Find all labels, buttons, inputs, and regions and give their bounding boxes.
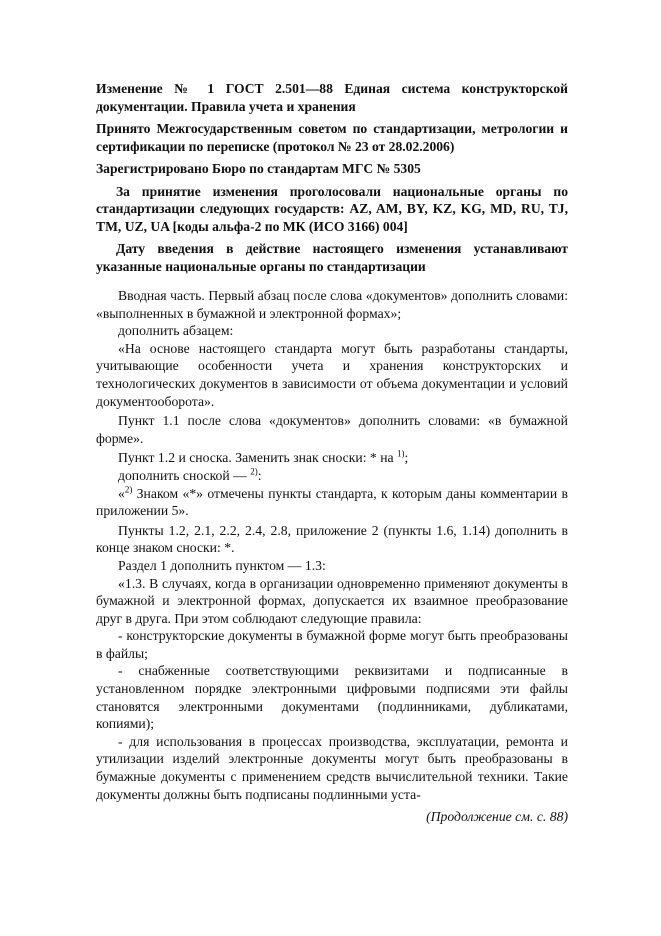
amendment-body: [96, 287, 568, 803]
amendment-title: Изменение № 1 ГОСТ 2.501—88 Единая система конструкторской документации. Правила учета и хранения: [96, 81, 568, 114]
paragraph-add-footnote: [96, 467, 568, 485]
list-item: - для использования в процессах производства, эксплуатации, ремонта и утилизации изделий электронные документы могут быть преобразованы в бумажные документы с применением средств вычислительной техники. Такие документы должны быть подписаны подлинными уста-: [96, 733, 568, 802]
footnote-mark: 2): [250, 466, 258, 477]
footnote-open-quote: «: [118, 485, 125, 501]
paragraph-section-1: Раздел 1 дополнить пунктом — 1.3:: [118, 557, 326, 573]
paragraph-add: дополнить абзацем:: [118, 323, 234, 339]
paragraph-item-1-1: Пункт 1.1 после слова «документов» дополнить словами: «в бумажной форме».: [96, 413, 568, 446]
continuation-note: (Продолжение см. с. 88): [426, 809, 568, 825]
adoption-statement: Принято Межгосударственным советом по стандартизации, метрологии и сертификации по переписке (протокол № 23 от 28.02.2006): [96, 121, 568, 154]
paragraph-add-footnote-text: дополнить сноской —: [118, 467, 251, 483]
paragraph-item-1-3: «1.3. В случаях, когда в организации одновременно применяют документы в бумажной и электронной формах, допускается их взаимное преобразование друг в друга. При этом соблюдают следующие правила:: [96, 575, 568, 626]
footnote-mark: 2): [124, 483, 133, 494]
amendment-header: [96, 80, 568, 275]
paragraph-footnote-text: [96, 485, 568, 520]
list-item: - конструкторские документы в бумажной форме могут быть преобразованы в файлы;: [96, 628, 568, 661]
paragraph-intro: Вводная часть. Первый абзац после слова «документов» дополнить словами: «выполненных в бумажной и электронной формах»;: [96, 288, 568, 321]
paragraph-item-1-2-end: ;: [404, 450, 409, 466]
registration-statement: Зарегистрировано Бюро по стандартам МГС № 5305: [96, 161, 421, 176]
paragraph-quote: «На основе настоящего стандарта могут быть разработаны стандарты, учитывающие особенности учета и хранения конструкторских и технологических документов в зависимости от объема документации и условий документооборота».: [96, 340, 568, 409]
paragraph-items-list: Пункты 1.2, 2.1, 2.2, 2.4, 2.8, приложение 2 (пункты 1.6, 1.14) дополнить в конце знаком сноски: *.: [96, 522, 568, 556]
list-item: - снабженные соответствующими реквизитами и подписанные в установленном порядке электронными цифровыми подписями эти файлы становятся электронными документами (подлинниками, дубликатами, копиями);: [96, 663, 568, 732]
voting-statement: За принятие изменения проголосовали национальные органы по стандартизации следующих государств: AZ, AM, BY, KZ, KG, MD, RU, TJ, TM, UZ, UA [коды альфа-2 по МК (ИСО 3166) 004]: [96, 183, 568, 234]
footnote-mark: 1): [397, 448, 405, 459]
paragraph-item-1-2: [96, 449, 568, 467]
paragraph-add-footnote-end: :: [257, 467, 262, 483]
paragraph-item-1-2-text: Пункт 1.2 и сноска. Заменить знак сноски: * на: [118, 450, 398, 466]
effective-date-statement: Дату введения в действие настоящего изменения устанавливают указанные национальные органы по стандартизации: [96, 241, 568, 274]
footnote-body: Знаком «*» отмечены пункты стандарта, к которым даны комментарии в приложении 5».: [96, 485, 568, 519]
